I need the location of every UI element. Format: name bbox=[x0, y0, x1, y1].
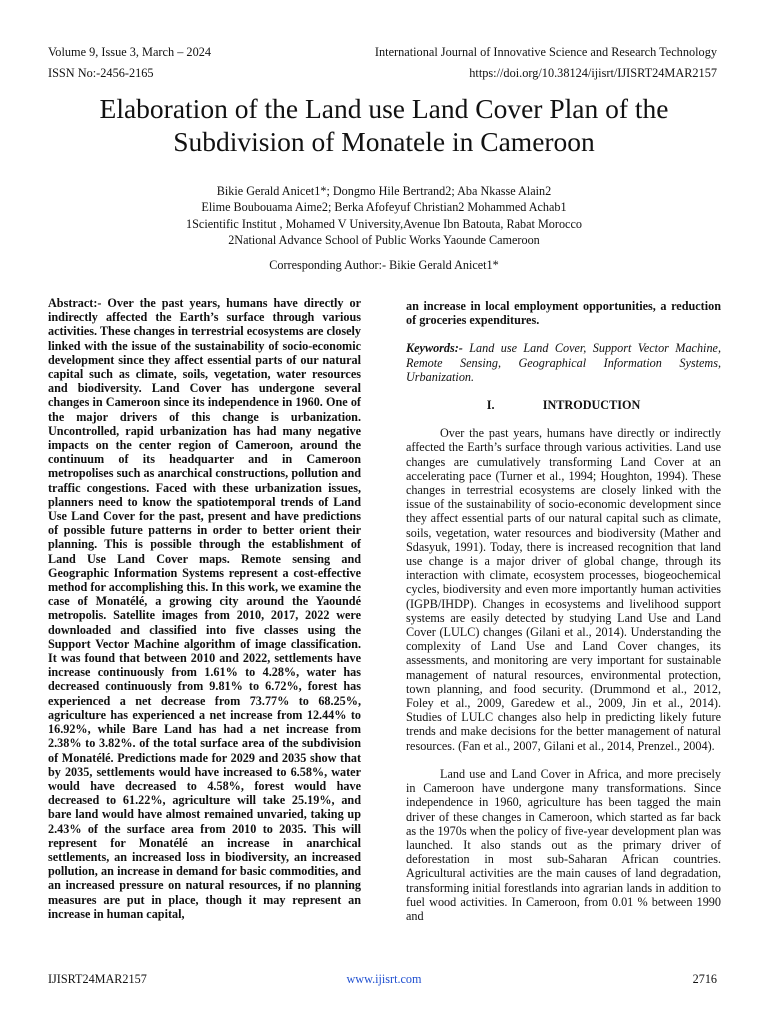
keywords bbox=[406, 341, 721, 384]
authors-line1: Bikie Gerald Anicet1*; Dongmo Hile Bertrand2; Aba Nkasse Alain2 bbox=[216, 184, 552, 198]
corresponding-author: Corresponding Author:- Bikie Gerald Anicet1* bbox=[269, 258, 499, 272]
footer-website-link[interactable]: www.ijisrt.com bbox=[346, 972, 422, 986]
affiliation-1: 1Scientific Institut , Mohamed V University,Avenue Ibn Batouta, Rabat Morocco bbox=[186, 216, 582, 231]
header-doi: https://doi.org/10.38124/ijisrt/IJISRT24MAR2157 bbox=[469, 66, 717, 80]
header-volume: Volume 9, Issue 3, March – 2024 bbox=[48, 45, 212, 59]
abstract-continuation: an increase in local employment opportunities, a reduction of groceries expenditures. bbox=[406, 299, 721, 328]
keywords-text: Land use Land Cover, Support Vector Machine, Remote Sensing, Geographical Information Systems, Urbanization. bbox=[406, 341, 721, 384]
header-issn: ISSN No:-2456-2165 bbox=[48, 66, 154, 80]
right-column bbox=[406, 299, 721, 923]
intro-paragraph-1: Over the past years, humans have directly or indirectly affected the Earth’s surface through various activities. Land use changes are cumulatively transforming Land Cover at an accelerating pace (Turner et al., 1994; Houghton, 1994). These changes in terrestrial ecosystems are closely linked with the issue of the sustainability of socio-economic development since they affect essential parts of our natural capital such as climate, soils, vegetation, water resources and biodiversity (Mather and Sdasyuk, 1991). Today, there is increased recognition that land use change is a major driver of global change, through its interaction with climate, ecosystem processes, biogeochemical cycles, biodiversity and even more importantly human activities (IGPB/IHDP). Changes in ecosystems and livelihood support systems are easily detected by studying Land Use and Land Cover (LULC) changes (Gilani et al., 2014). Understanding the complexity of Land Use and Land Cover changes, its assessments, and monitoring are very important for sustainable management of natural resources, environmental protection, town planning, and food security. (Drummond et al., 2012, Foley et al., 2009, Garedew et al., 2009, Jin et al., 2014). Studies of LULC changes also help in predicting likely future trends and make decisions for the better management of natural resources. (Fan et al., 2007, Gilani et al., 2014, Prenzel., 2004). bbox=[406, 426, 721, 753]
keywords-label: Keywords:- bbox=[406, 341, 463, 356]
affiliation-2: 2National Advance School of Public Works Yaounde Cameroon bbox=[228, 232, 540, 247]
footer-page-number: 2716 bbox=[692, 972, 717, 986]
section-title: INTRODUCTION bbox=[542, 398, 641, 413]
paper-title-line2: Subdivision of Monatele in Cameroon bbox=[173, 126, 595, 157]
abstract-text: Abstract:- Over the past years, humans have directly or indirectly affected the Earth’s surface through various activities. These changes in terrestrial ecosystems are closely linked with the issue of the sustainability of socio-economic development since they affect essential parts of our natural capital such as climate, soils, vegetation, water resources and biodiversity. Land Cover has undergone several changes in Cameroon since its independence in 1960. One of the major drivers of this change is urbanization. Uncontrolled, rapid urbanization has had many negative impacts on the center region of Cameroon, around the continuum of its headquarter and in Cameroon metropolises such as anarchical constructions, pollution and traffic congestions. Faced with these urbanization issues, planners need to know the spatiotemporal trends of Land Use Land Cover for the past, present and have predictions of possible future patterns in order to better orient their planning. This is possible through the establishment of Land Use Land Cover maps. Remote sensing and Geographic Information Systems represent a cost-effective method for accomplishing this. In this work, we examine the case of Monatélé, a growing city around the Yaoundé metropolis. Satellite images from 2010, 2017, 2022 were downloaded and classified into five classes using the Support Vector Machine algorithm of image classification. It was found that between 2010 and 2022, settlements have increase continuously from 1.61% to 4.28%, water has decreased continuously from 9.81% to 6.72%, forest has experienced a net decrease from 73.77% to 68.25%, agriculture has experienced a net increase from 12.44% to 16.92%, while Bare Land has had a net increase from 2.38% to 3.82%. of the total surface area of the subdivision of Monatélé. Predictions made for 2029 and 2035 show that by 2035, settlements would have increased to 6.58%, water would have decreased to 4.58%, forest would have decreased to 61.22%, agriculture will take 25.19%, and bare land would have almost remained unvaried, taking up 2.43% of the surface area from 2010 to 2035. This will represent for Monatélé an increase in anarchical settlements, an increased loss in biodiversity, an increased pollution, an increase in demand for basic commodities, and an increased pressure on natural resources, if no planning measures are put in place, though it may represent an increase in human capital, bbox=[48, 296, 361, 921]
paper-title-line1: Elaboration of the Land use Land Cover Plan of the bbox=[99, 93, 669, 124]
author-block bbox=[0, 183, 768, 248]
footer-id: IJISRT24MAR2157 bbox=[48, 972, 147, 986]
header-journal: International Journal of Innovative Science and Research Technology bbox=[374, 45, 717, 59]
left-column bbox=[48, 296, 361, 921]
section-heading-introduction bbox=[406, 398, 721, 412]
authors-line2: Elime Boubouama Aime2; Berka Afofeyuf Christian2 Mohammed Achab1 bbox=[201, 200, 567, 215]
section-number: I. bbox=[486, 398, 495, 413]
paper-title bbox=[0, 92, 768, 158]
intro-paragraph-2: Land use and Land Cover in Africa, and more precisely in Cameroon have undergone many transformations. Since independence in 1960, agriculture has been tagged the main driver of these changes in Cameroon, which started as far back as the 1970s when the policy of five-year development plan was launched. It also stands out as the primary driver of deforestation in most sub-Saharan African countries. Agricultural activities are the main causes of land degradation, transforming initial forestlands into agrarian lands in addition to fuel wood activities. In Cameroon, from 0.01 % between 1990 and bbox=[406, 766, 721, 923]
